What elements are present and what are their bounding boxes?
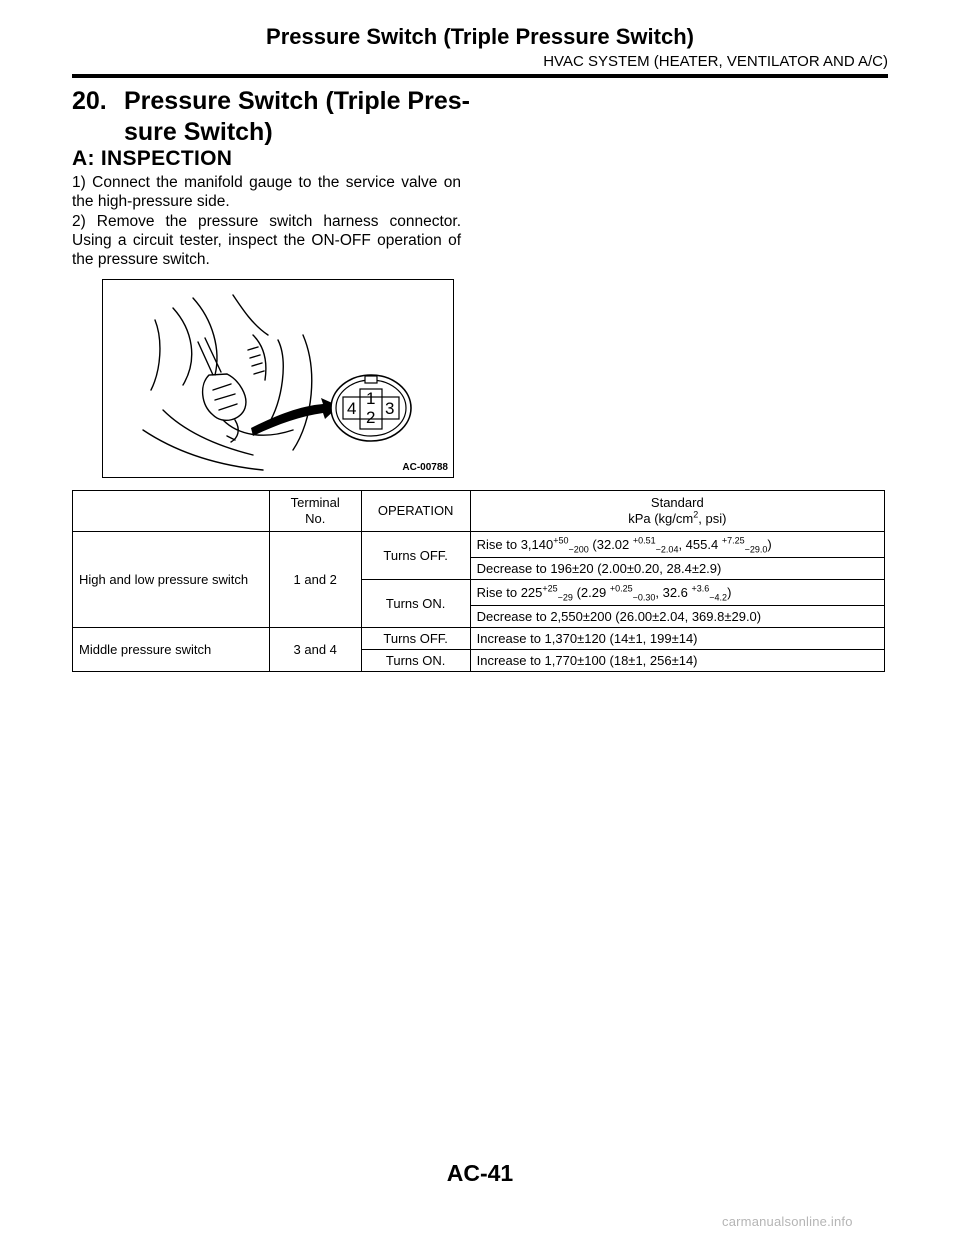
mid-on-value: Increase to 1,770±100 (18±1, 256±14)	[470, 650, 884, 672]
header-terminal: Terminal No.	[269, 491, 361, 532]
pin-label-4: 4	[347, 399, 357, 418]
mid-switch-name: Middle pressure switch	[73, 628, 270, 672]
section-title-line2: sure Switch)	[124, 118, 273, 146]
hl-off-rise: Rise to $3,140^{+50}_{-200}$ (32.02 $^{+0.51}_{-2.04}$, 455.4 $^{+7.25}_{-29.0}$)	[470, 532, 884, 558]
inspection-steps	[72, 173, 461, 269]
page-number: AC-41	[446, 1160, 514, 1186]
step-2: 2) Remove the pressure switch harness connector. Using a circuit tester, inspect the ON-OFF operation of the pressure switch.	[72, 212, 461, 269]
hl-turns-off: Turns OFF.	[361, 532, 470, 580]
hl-on-decrease: Decrease to 2,550±200 (26.00±2.04, 369.8±29.0)	[470, 606, 884, 628]
mid-off-value: Increase to 1,370±120 (14±1, 199±14)	[470, 628, 884, 650]
connector-figure	[102, 279, 454, 478]
pin-label-1: 1	[366, 389, 376, 408]
hl-terminal: 1 and 2	[269, 532, 361, 628]
table-row	[73, 628, 885, 650]
connector-illustration	[103, 280, 455, 479]
mid-turns-off: Turns OFF.	[361, 628, 470, 650]
hl-on-rise: Rise to $225^{+25}_{-29}$ (2.29 $^{+0.25}_{-0.30}$, 32.6 $^{+3.6}_{-4.2}$)	[470, 580, 884, 606]
header-operation: OPERATION	[361, 491, 470, 532]
table-row	[73, 532, 885, 558]
pin-label-2: 2	[366, 408, 376, 427]
inspection-subheading: A: INSPECTION	[72, 147, 233, 170]
figure-label: AC-00788	[402, 462, 448, 473]
section-title-line1: Pressure Switch (Triple Pres-	[124, 87, 470, 115]
hl-off-decrease: Decrease to 196±20 (2.00±0.20, 28.4±2.9)	[470, 558, 884, 580]
hl-turns-on: Turns ON.	[361, 580, 470, 628]
pressure-switch-spec-table	[72, 490, 885, 672]
section-number: 20.	[72, 87, 107, 115]
page-header-title: Pressure Switch (Triple Pressure Switch)	[266, 24, 694, 49]
header-standard: Standard kPa ($kg/cm^2$, psi)	[470, 491, 884, 532]
table-header-row	[73, 491, 885, 532]
section-heading	[72, 86, 472, 148]
watermark: carmanualsonline.info	[722, 1214, 853, 1229]
mid-turns-on: Turns ON.	[361, 650, 470, 672]
pin-label-3: 3	[385, 399, 395, 418]
header-blank-cell	[73, 491, 270, 532]
page-header-subtitle: HVAC SYSTEM (HEATER, VENTILATOR AND A/C)	[543, 53, 888, 70]
header-rule	[72, 74, 888, 78]
mid-terminal: 3 and 4	[269, 628, 361, 672]
section-heading-line1	[72, 86, 472, 117]
step-1: 1) Connect the manifold gauge to the service valve on the high-pressure side.	[72, 174, 461, 211]
hl-switch-name: High and low pressure switch	[73, 532, 270, 628]
